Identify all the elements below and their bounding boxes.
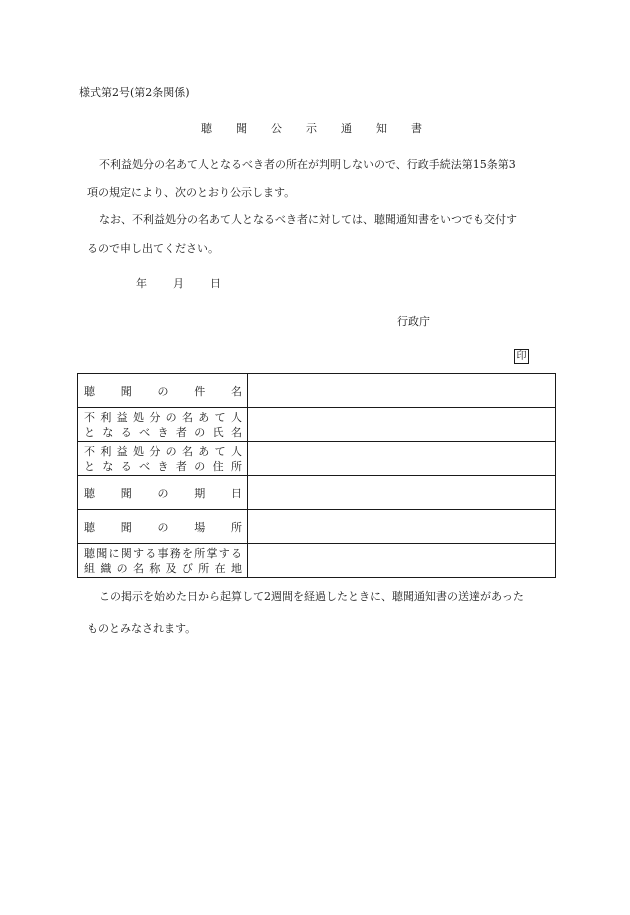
row-label-recipient-name <box>78 408 248 442</box>
label-char: の <box>165 444 177 458</box>
label-char: 所 <box>231 459 242 473</box>
label-char: の <box>165 410 177 424</box>
label-char: べ <box>139 425 151 439</box>
table-row <box>78 374 556 408</box>
label-char: に <box>108 546 120 560</box>
label-char: 不 <box>84 410 95 424</box>
label-char: 在 <box>214 561 226 575</box>
row-label-organization <box>78 544 248 578</box>
agency-name: 行政庁 <box>397 315 430 328</box>
label-char: 処 <box>132 444 144 458</box>
label-char: の <box>157 486 169 500</box>
label-char: き <box>157 425 169 439</box>
table-row <box>78 510 556 544</box>
recipient-name-value <box>248 408 556 442</box>
organization-label-line1 <box>84 546 242 561</box>
case-name-value <box>248 374 556 408</box>
label-char: と <box>84 459 95 473</box>
label-char: き <box>157 459 169 473</box>
label-char: と <box>84 425 95 439</box>
label-char: 織 <box>100 561 112 575</box>
label-char: 不 <box>84 444 95 458</box>
hearing-place-value <box>248 510 556 544</box>
label-char: 期 <box>194 486 206 500</box>
label-char: 及 <box>165 561 177 575</box>
label-char: 者 <box>175 459 187 473</box>
label-char: 名 <box>231 425 242 439</box>
label-char: 聞 <box>120 520 132 534</box>
recipient-name-label-line1 <box>84 410 242 425</box>
label-char: 益 <box>116 444 128 458</box>
label-char: 称 <box>149 561 161 575</box>
label-char: 場 <box>194 520 206 534</box>
note-line2: ものとみなされます。 <box>87 622 197 635</box>
label-char: る <box>145 546 157 560</box>
label-char: 益 <box>116 410 128 424</box>
recipient-address-label-line1 <box>84 444 242 459</box>
organization-value <box>248 544 556 578</box>
label-char: あ <box>198 444 210 458</box>
label-char: す <box>218 546 230 560</box>
note-line1: この掲示を始めた日から起算して2週間を経過したときに、聴聞通知書の送達があった <box>99 590 524 603</box>
label-char: 利 <box>100 444 112 458</box>
date-month: 月 <box>173 277 184 290</box>
recipient-name-label-line2 <box>84 425 242 440</box>
label-char: 氏 <box>212 425 224 439</box>
date-year: 年 <box>136 277 147 290</box>
table-row <box>78 544 556 578</box>
label-char: の <box>157 384 169 398</box>
label-char: 名 <box>181 444 193 458</box>
label-char: な <box>102 425 114 439</box>
hearing-date-value <box>248 476 556 510</box>
label-char: 聞 <box>96 546 108 560</box>
label-char: の <box>194 459 206 473</box>
label-char: 聴 <box>84 384 95 398</box>
label-char: な <box>102 459 114 473</box>
label-char: 名 <box>181 410 193 424</box>
organization-label-line2 <box>84 561 242 576</box>
label-char: 関 <box>120 546 132 560</box>
label-char: 住 <box>212 459 224 473</box>
recipient-address-value <box>248 442 556 476</box>
form-number: 様式第2号(第2条関係) <box>79 86 190 99</box>
hearing-date-label <box>84 485 242 501</box>
label-char: 組 <box>84 561 95 575</box>
label-char: す <box>133 546 144 560</box>
label-char: 名 <box>231 384 242 398</box>
label-char: の <box>157 520 169 534</box>
label-char: 日 <box>231 486 242 500</box>
label-char: 掌 <box>206 546 218 560</box>
label-char: る <box>120 425 132 439</box>
row-label-hearing-place <box>78 510 248 544</box>
label-char: 所 <box>198 561 210 575</box>
label-char: 所 <box>194 546 206 560</box>
label-char: 聴 <box>84 486 95 500</box>
hearing-info-table <box>77 373 556 578</box>
paragraph1-line1: 不利益処分の名あて人となるべき者の所在が判明しないので、行政手続法第15条第3 <box>99 158 516 171</box>
label-char: を <box>182 546 193 560</box>
label-char: べ <box>139 459 151 473</box>
label-char: 処 <box>132 410 144 424</box>
label-char: 利 <box>100 410 112 424</box>
label-char: て <box>214 444 226 458</box>
label-char: 地 <box>230 561 242 575</box>
paragraph1-line2: 項の規定により、次のとおり公示します。 <box>87 186 296 199</box>
label-char: 人 <box>230 444 242 458</box>
label-char: の <box>194 425 206 439</box>
date-line <box>136 275 221 291</box>
label-char: 者 <box>175 425 187 439</box>
row-label-recipient-address <box>78 442 248 476</box>
recipient-address-label-line2 <box>84 459 242 474</box>
table-row <box>78 442 556 476</box>
label-char: 分 <box>149 444 161 458</box>
label-char: 名 <box>132 561 144 575</box>
label-char: 分 <box>149 410 161 424</box>
paragraph2-line1: なお、不利益処分の名あて人となるべき者に対しては、聴聞通知書をいつでも交付す <box>99 213 517 226</box>
label-char: あ <box>198 410 210 424</box>
label-char: 聴 <box>84 520 95 534</box>
label-char: 聞 <box>120 486 132 500</box>
label-char: る <box>120 459 132 473</box>
document-title: 聴聞公示通知書 <box>201 122 446 135</box>
label-char: 人 <box>230 410 242 424</box>
label-char: る <box>231 546 242 560</box>
label-char: の <box>116 561 128 575</box>
row-label-hearing-date <box>78 476 248 510</box>
label-char: 件 <box>194 384 206 398</box>
paragraph2-line2: るので申し出てください。 <box>87 242 219 255</box>
hearing-place-label <box>84 519 242 535</box>
table-row <box>78 476 556 510</box>
label-char: 聞 <box>120 384 132 398</box>
row-label-case-name <box>78 374 248 408</box>
label-char: び <box>181 561 193 575</box>
table-row <box>78 408 556 442</box>
date-day: 日 <box>210 277 221 290</box>
label-char: 聴 <box>84 546 95 560</box>
label-char: 所 <box>231 520 242 534</box>
seal-mark: 印 <box>514 349 529 364</box>
label-char: て <box>214 410 226 424</box>
label-char: 務 <box>169 546 181 560</box>
label-char: 事 <box>157 546 169 560</box>
case-name-label <box>84 383 242 399</box>
